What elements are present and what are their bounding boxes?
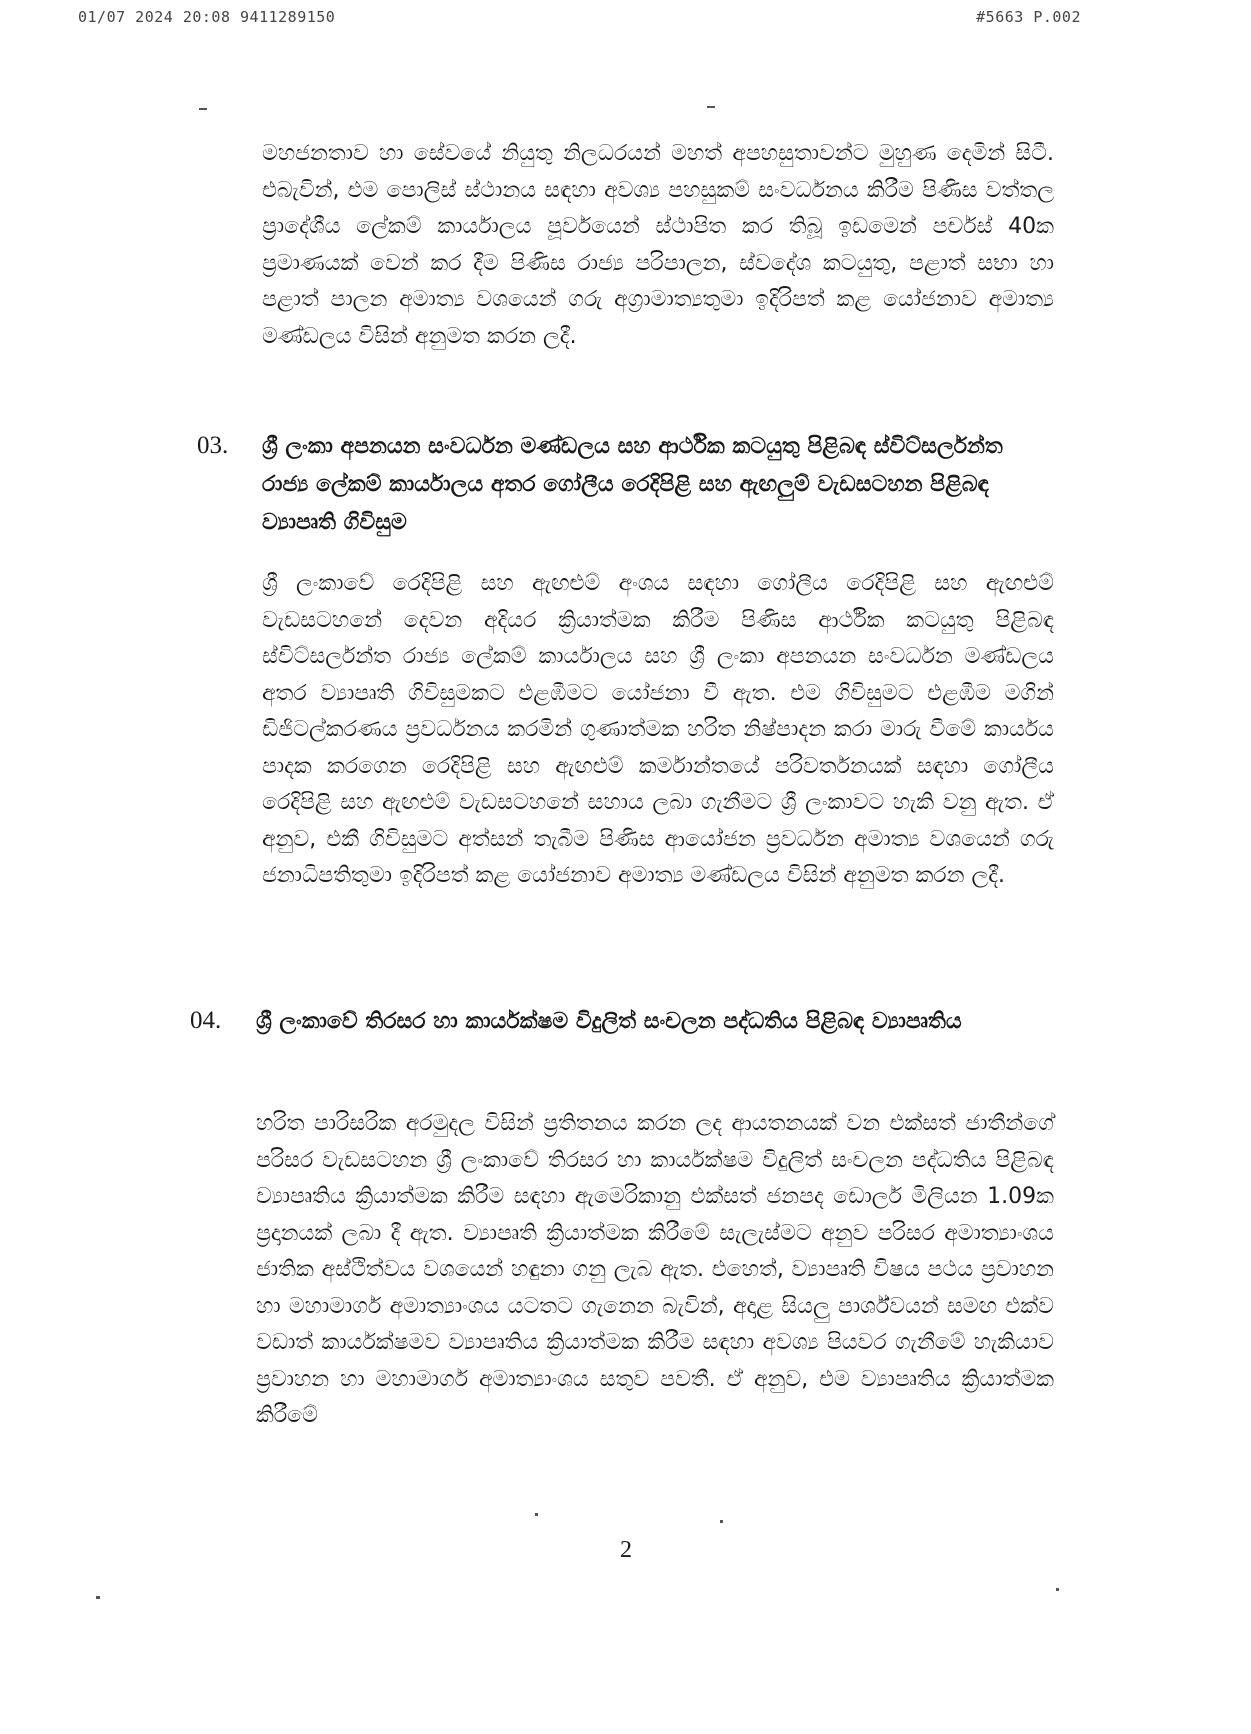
section-body: හරිත පාරිසරික අරමුදල විසින් ප්‍රතිතනය කරන ලද ආයතනයක් වන එක්සත් ජාතීන්ගේ පරිසර වැඩසටහන ශ්‍රී ලංකාවේ තිරසර හා කාර්යක්ෂම විදුලිත් සංචලන පද්ධතිය පිළිබඳ ව්‍යාපෘතිය ක්‍රියාත්මක කිරීම සඳහා ඇමෙරිකානු එක්සත් ජනපද ඩොලර් මිලියන 1.09ක ප්‍රදානයක් ලබා දී ඇත. ව්‍යාපෘති ක්‍රියාත්මක කිරීමේ සැලැස්මට අනුව පරිසර අමාත්‍යාංශය ජාතික අස්ථිත්වය වශයෙන් හඳුනා ගනු ලැබ ඇත. එහෙත්, ව්‍යාපෘති විෂය පථය ප්‍රවාහන හා මහාමාර්ග අමාත්‍යාංශය යටතට ගැනෙන බැවින්, අදාළ සියලු පාර්ශ්වයන් සමඟ එක්ව වඩාත් කාර්යක්ෂමව ව්‍යාපෘතිය ක්‍රියාත්මක කිරීම සඳහා අවශ්‍ය පියවර ගැනීමේ හැකියාව ප්‍රවාහන හා මහාමාර්ග අමාත්‍යාංශය සතුව පවතී. ඒ අනුව, එම ව්‍යාපෘතිය ක්‍රියාත්මක කිරීමේ xyxy=(256,1111,1054,1428)
section-body: ශ්‍රී ලංකාවේ රෙදිපිළි සහ ඇඟළුම් අංශය සඳහා ගෝලීය රෙදිපිළි සහ ඇඟළුම් වැඩසටහනේ දෙවන අදියර ක්‍රියාත්මක කිරීම පිණිස ආර්ථික කටයුතු පිළිබඳ ස්විට්සර්ලන්ත රාජ්‍ය ලේකම් කාර්යාලය සහ ශ්‍රී ලංකා අපනයන සංවර්ධන මණ්ඩලය අතර ව්‍යාපෘති ගිවිසුමකට එළඹීමට යෝජනා වී ඇත. එම ගිවිසුමට එළඹීම මගින් ඩිජිටල්කරණය ප්‍රවර්ධනය කරමින් ගුණාත්මක හරිත නිෂ්පාදන කරා මාරු වීමේ කාර්යය පාදක කරගෙන රෙදිපිළි සහ ඇඟළුම් කර්මාන්තයේ පරිවර්තනයක් සඳහා ගෝලීය රෙදිපිළි සහ ඇඟළුම් වැඩසටහනේ සහාය ලබා ගැනීමට ශ්‍රී ලංකාවට හැකි වනු ඇත. ඒ අනුව, එකී ගිවිසුමට අත්සන් තැබීම පිණිස ආයෝජන ප්‍රවර්ධන අමාත්‍ය වශයෙන් ගරු ජනාධිපතිතුමා ඉදිරිපත් කළ යෝජනාව අමාත්‍ය මණ්ඩලය විසින් අනුමත කරන ලදී. xyxy=(262,571,1054,888)
scan-speck xyxy=(535,1513,538,1516)
scan-speck xyxy=(1056,1588,1059,1591)
scan-speck xyxy=(720,1520,723,1523)
fax-header-page-code: #5663 P.002 xyxy=(976,8,1081,26)
scan-speck xyxy=(199,108,207,110)
section-number: 04. xyxy=(190,1007,222,1034)
page-number: 2 xyxy=(620,1537,632,1563)
intro-paragraph: මහජනතාව හා සේවයේ නියුතු නිලධරයන් මහත් අපහසුතාවන්ට මුහුණ දෙමින් සිටී. එබැවින්, එම පොලිස් ස්ථානය සඳහා අවශ්‍ය පහසුකම් සංවර්ධනය කිරීම පිණිස වත්තල ප්‍රාදේශීය ලේකම් කාර්යාලය පූර්වයෙන් ස්ථාපිත කර තිබූ ඉඩමෙන් පර්චස් 40ක ප්‍රමාණයක් වෙන් කර දීම පිණිස රාජ්‍ය පරිපාලන, ස්වදේශ කටයුතු, පළාත් සභා හා පළාත් පාලන අමාත්‍ය වශයෙන් ගරු අග්‍රාමාත්‍යතුමා ඉදිරිපත් කළ යෝජනාව අමාත්‍ය මණ්ඩලය විසින් අනුමත කරන ලදී. xyxy=(262,141,1054,349)
fax-header-timestamp: 01/07 2024 20:08 9411289150 xyxy=(78,8,336,26)
section-title: ශ්‍රී ලංකාවේ තිරසර හා කාර්යක්ෂම විදුලිත් සංචලන පද්ධතිය පිළිබඳ ව්‍යාපෘතිය xyxy=(256,1009,962,1034)
section-number: 03. xyxy=(197,432,229,459)
section-title: ශ්‍රී ලංකා අපනයන සංවර්ධන මණ්ඩලය සහ ආර්ථික කටයුතු පිළිබඳ ස්විට්සර්ලන්ත රාජ්‍ය ලේකම් කාර්යාලය අතර ගෝලීය රෙදිපිළි සහ ඇඟලුම් වැඩසටහන පිළිබඳ ව්‍යාපෘති ගිවිසුම xyxy=(262,434,1003,535)
scan-speck xyxy=(707,106,715,108)
scan-speck xyxy=(96,1596,100,1599)
